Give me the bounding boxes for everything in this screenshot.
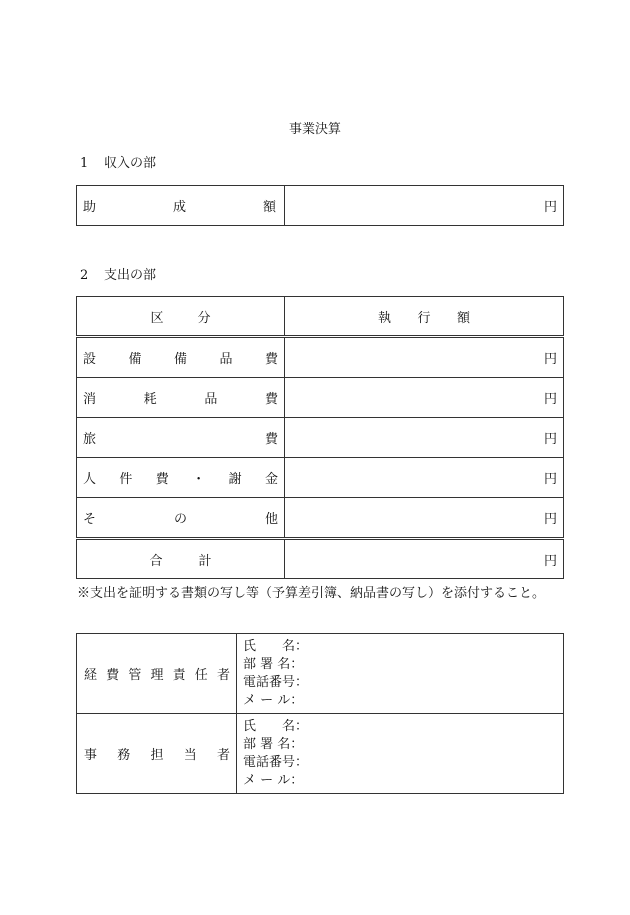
expense-label-cell: 消 耗 品 費 — [77, 378, 285, 418]
header-amount-cell: 執 行 額 — [285, 297, 564, 337]
page-title: 事業決算 — [288, 122, 341, 137]
contact-role-cell: 事 務 担 当 者 — [77, 714, 237, 794]
income-section-heading — [80, 152, 156, 171]
income-section-title: 収入の部 — [104, 156, 157, 171]
expense-section-number: 2 — [80, 268, 89, 283]
table-total-row — [77, 539, 564, 579]
expense-amount-cell[interactable]: 円 — [285, 498, 564, 539]
header-category-cell: 区 分 — [77, 297, 285, 337]
income-section-number: 1 — [80, 156, 89, 171]
table-row — [77, 186, 564, 226]
contact-info-cell — [237, 714, 564, 794]
contact-info-cell — [237, 634, 564, 714]
contact-phone-field[interactable]: 電話番号： — [243, 754, 309, 770]
table-header-row — [77, 297, 564, 337]
expense-amount-cell[interactable]: 円 — [285, 337, 564, 378]
expense-label-cell: そ の 他 — [77, 498, 285, 539]
table-row — [77, 378, 564, 418]
expense-label-cell: 人 件 費 ・ 謝 金 — [77, 458, 285, 498]
table-row — [77, 337, 564, 378]
expense-section-title: 支出の部 — [104, 268, 157, 283]
expense-amount-cell[interactable]: 円 — [285, 458, 564, 498]
contact-email-field[interactable]: メ ー ル： — [243, 772, 304, 788]
contact-name-field[interactable]: 氏 名： — [243, 638, 309, 654]
total-label-cell: 合 計 — [77, 539, 285, 579]
contacts-table — [76, 633, 564, 794]
income-table — [76, 185, 564, 226]
expense-label-cell: 設 備 備 品 費 — [77, 337, 285, 378]
contact-role-cell: 経 費 管 理 責 任 者 — [77, 634, 237, 714]
contact-department-field[interactable]: 部 署 名： — [243, 736, 304, 752]
income-label-cell: 助 成 額 — [77, 186, 285, 226]
income-amount-cell[interactable]: 円 — [285, 186, 564, 226]
attachment-note: ※支出を証明する書類の写し等（予算差引簿、納品書の写し）を添付すること。 — [77, 586, 546, 601]
contact-department-field[interactable]: 部 署 名： — [243, 656, 304, 672]
contact-email-field[interactable]: メ ー ル： — [243, 692, 304, 708]
expense-section-heading — [80, 264, 156, 283]
contact-phone-field[interactable]: 電話番号： — [243, 674, 309, 690]
expense-label-cell: 旅 費 — [77, 418, 285, 458]
table-row — [77, 418, 564, 458]
total-amount-cell[interactable]: 円 — [285, 539, 564, 579]
contact-row-clerk — [77, 714, 564, 794]
table-row — [77, 498, 564, 539]
expense-table — [76, 296, 564, 579]
contact-row-manager — [77, 634, 564, 714]
contact-name-field[interactable]: 氏 名： — [243, 718, 309, 734]
expense-amount-cell[interactable]: 円 — [285, 418, 564, 458]
expense-amount-cell[interactable]: 円 — [285, 378, 564, 418]
table-row — [77, 458, 564, 498]
